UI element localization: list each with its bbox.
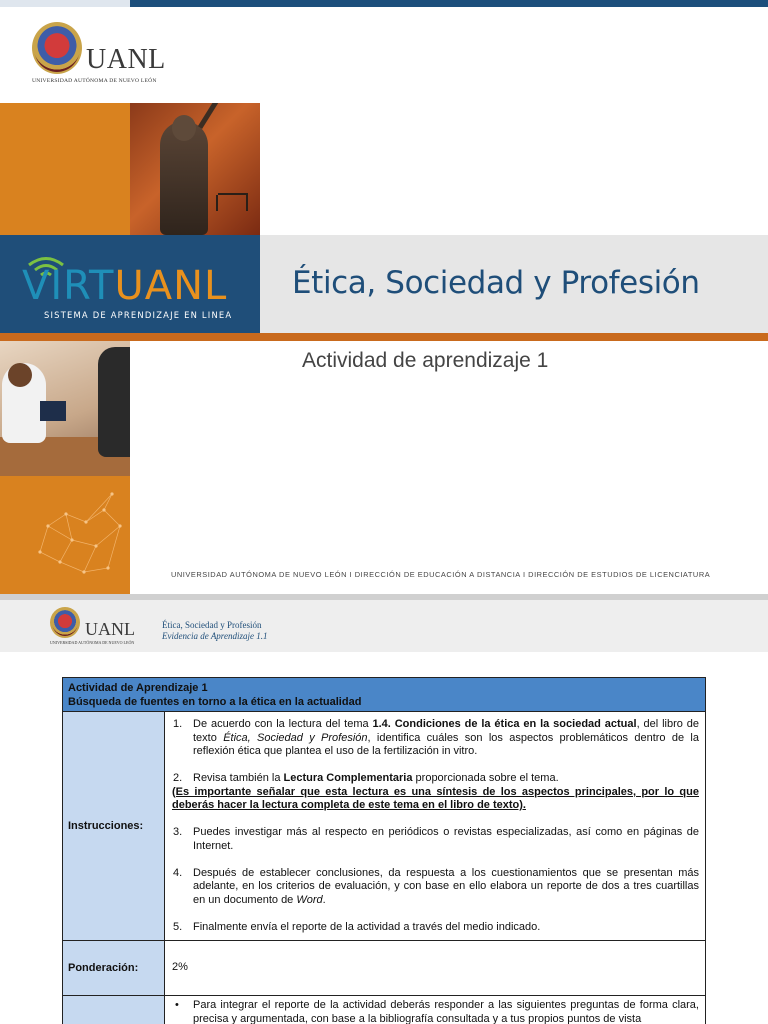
- virtuanl-logo: [22, 263, 228, 309]
- table-header-row: [63, 678, 706, 712]
- important-note: (Es importante señalar que esta lectura es una síntesis de los aspectos principales, por lo que deberás hacer la lectura completa de este tema en el libro de texto).: [172, 785, 699, 811]
- criteria-label: [63, 996, 165, 1024]
- footer-institution-line: UNIVERSIDAD AUTÓNOMA DE NUEVO LEÓN I DIRECCIÓN DE EDUCACIÓN A DISTANCIA I DIRECCIÓN DE ESTUDIOS DE LICENCIATURA: [171, 570, 711, 579]
- instrucciones-label: Instrucciones:: [63, 712, 165, 941]
- orange-divider: [0, 333, 768, 341]
- table-head-line2: Búsqueda de fuentes en torno a la ética en la actualidad: [68, 695, 362, 708]
- classroom-photo: [0, 341, 130, 476]
- logo-word: UANL: [86, 44, 166, 75]
- justice-statue-image: [130, 103, 260, 235]
- ponderacion-value: 2%: [165, 941, 706, 996]
- list-item: 5. Finalmente envía el reporte de la actividad a través del medio indicado.: [173, 920, 541, 933]
- header-course-title: Ética, Sociedad y Profesión: [162, 620, 262, 630]
- uanl-logo: [32, 22, 182, 90]
- brand-tagline: SISTEMA DE APRENDIZAJE EN LINEA: [44, 310, 233, 320]
- uanl-shield-small-icon: [50, 607, 80, 638]
- logo-word-small: UANL: [85, 619, 135, 639]
- instrucciones-content: [165, 712, 706, 941]
- logo-subtitle: UNIVERSIDAD AUTÓNOMA DE NUEVO LEÓN: [32, 78, 157, 84]
- criteria-content: [165, 996, 706, 1024]
- activity-table: [62, 677, 706, 1024]
- list-item: 4. Después de establecer conclusiones, da respuesta a los cuestionamientos que se presentan más adelante, en los criterios de evaluación, y con base en ello elabora un reporte de dos a tres cuartillas en un documento de Word.: [173, 866, 699, 906]
- table-row: [63, 712, 706, 941]
- activity-header: [0, 600, 768, 652]
- header-evidence-subtitle: Evidencia de Aprendizaje 1.1: [162, 631, 268, 641]
- list-item: 1. De acuerdo con la lectura del tema 1.4. Condiciones de la ética en la sociedad actual, del libro de texto Ética, Sociedad y Profesión, identifica cuáles son los aspectos problemáticos dentro de la reflexión ética que plantea el uso de la fertilización in vitro.: [173, 718, 699, 757]
- ponderacion-label: Ponderación:: [63, 941, 165, 996]
- network-graphic: [0, 476, 130, 594]
- course-title: Ética, Sociedad y Profesión: [292, 265, 700, 301]
- activity-table-wrap: [62, 677, 706, 1024]
- orange-band: [0, 103, 130, 235]
- uanl-shield-icon: [32, 22, 82, 74]
- table-row: [63, 941, 706, 996]
- table-header-cell: [63, 678, 706, 712]
- activity-title: Actividad de aprendizaje 1: [302, 349, 549, 372]
- list-item: 2. Revisa también la Lectura Complementaria proporcionada sobre el tema.: [173, 772, 559, 784]
- table-row: [63, 996, 706, 1024]
- list-item: • Para integrar el reporte de la actividad deberás responder a las siguientes preguntas de forma clara, precisa y argumentada, con base a la bibliografía consultada y a tus propios puntos de vista: [175, 999, 699, 1024]
- table-head-line1: Actividad de Aprendizaje 1: [68, 681, 208, 694]
- logo-subtitle-small: UNIVERSIDAD AUTÓNOMA DE NUEVO LEÓN: [50, 640, 135, 645]
- top-rule: [0, 0, 768, 7]
- brand-virt: VIRT: [22, 263, 115, 309]
- list-item: 3. Puedes investigar más al respecto en periódicos o revistas especializadas, así como en páginas de Internet.: [173, 826, 699, 852]
- brand-uanl: UANL: [114, 263, 228, 309]
